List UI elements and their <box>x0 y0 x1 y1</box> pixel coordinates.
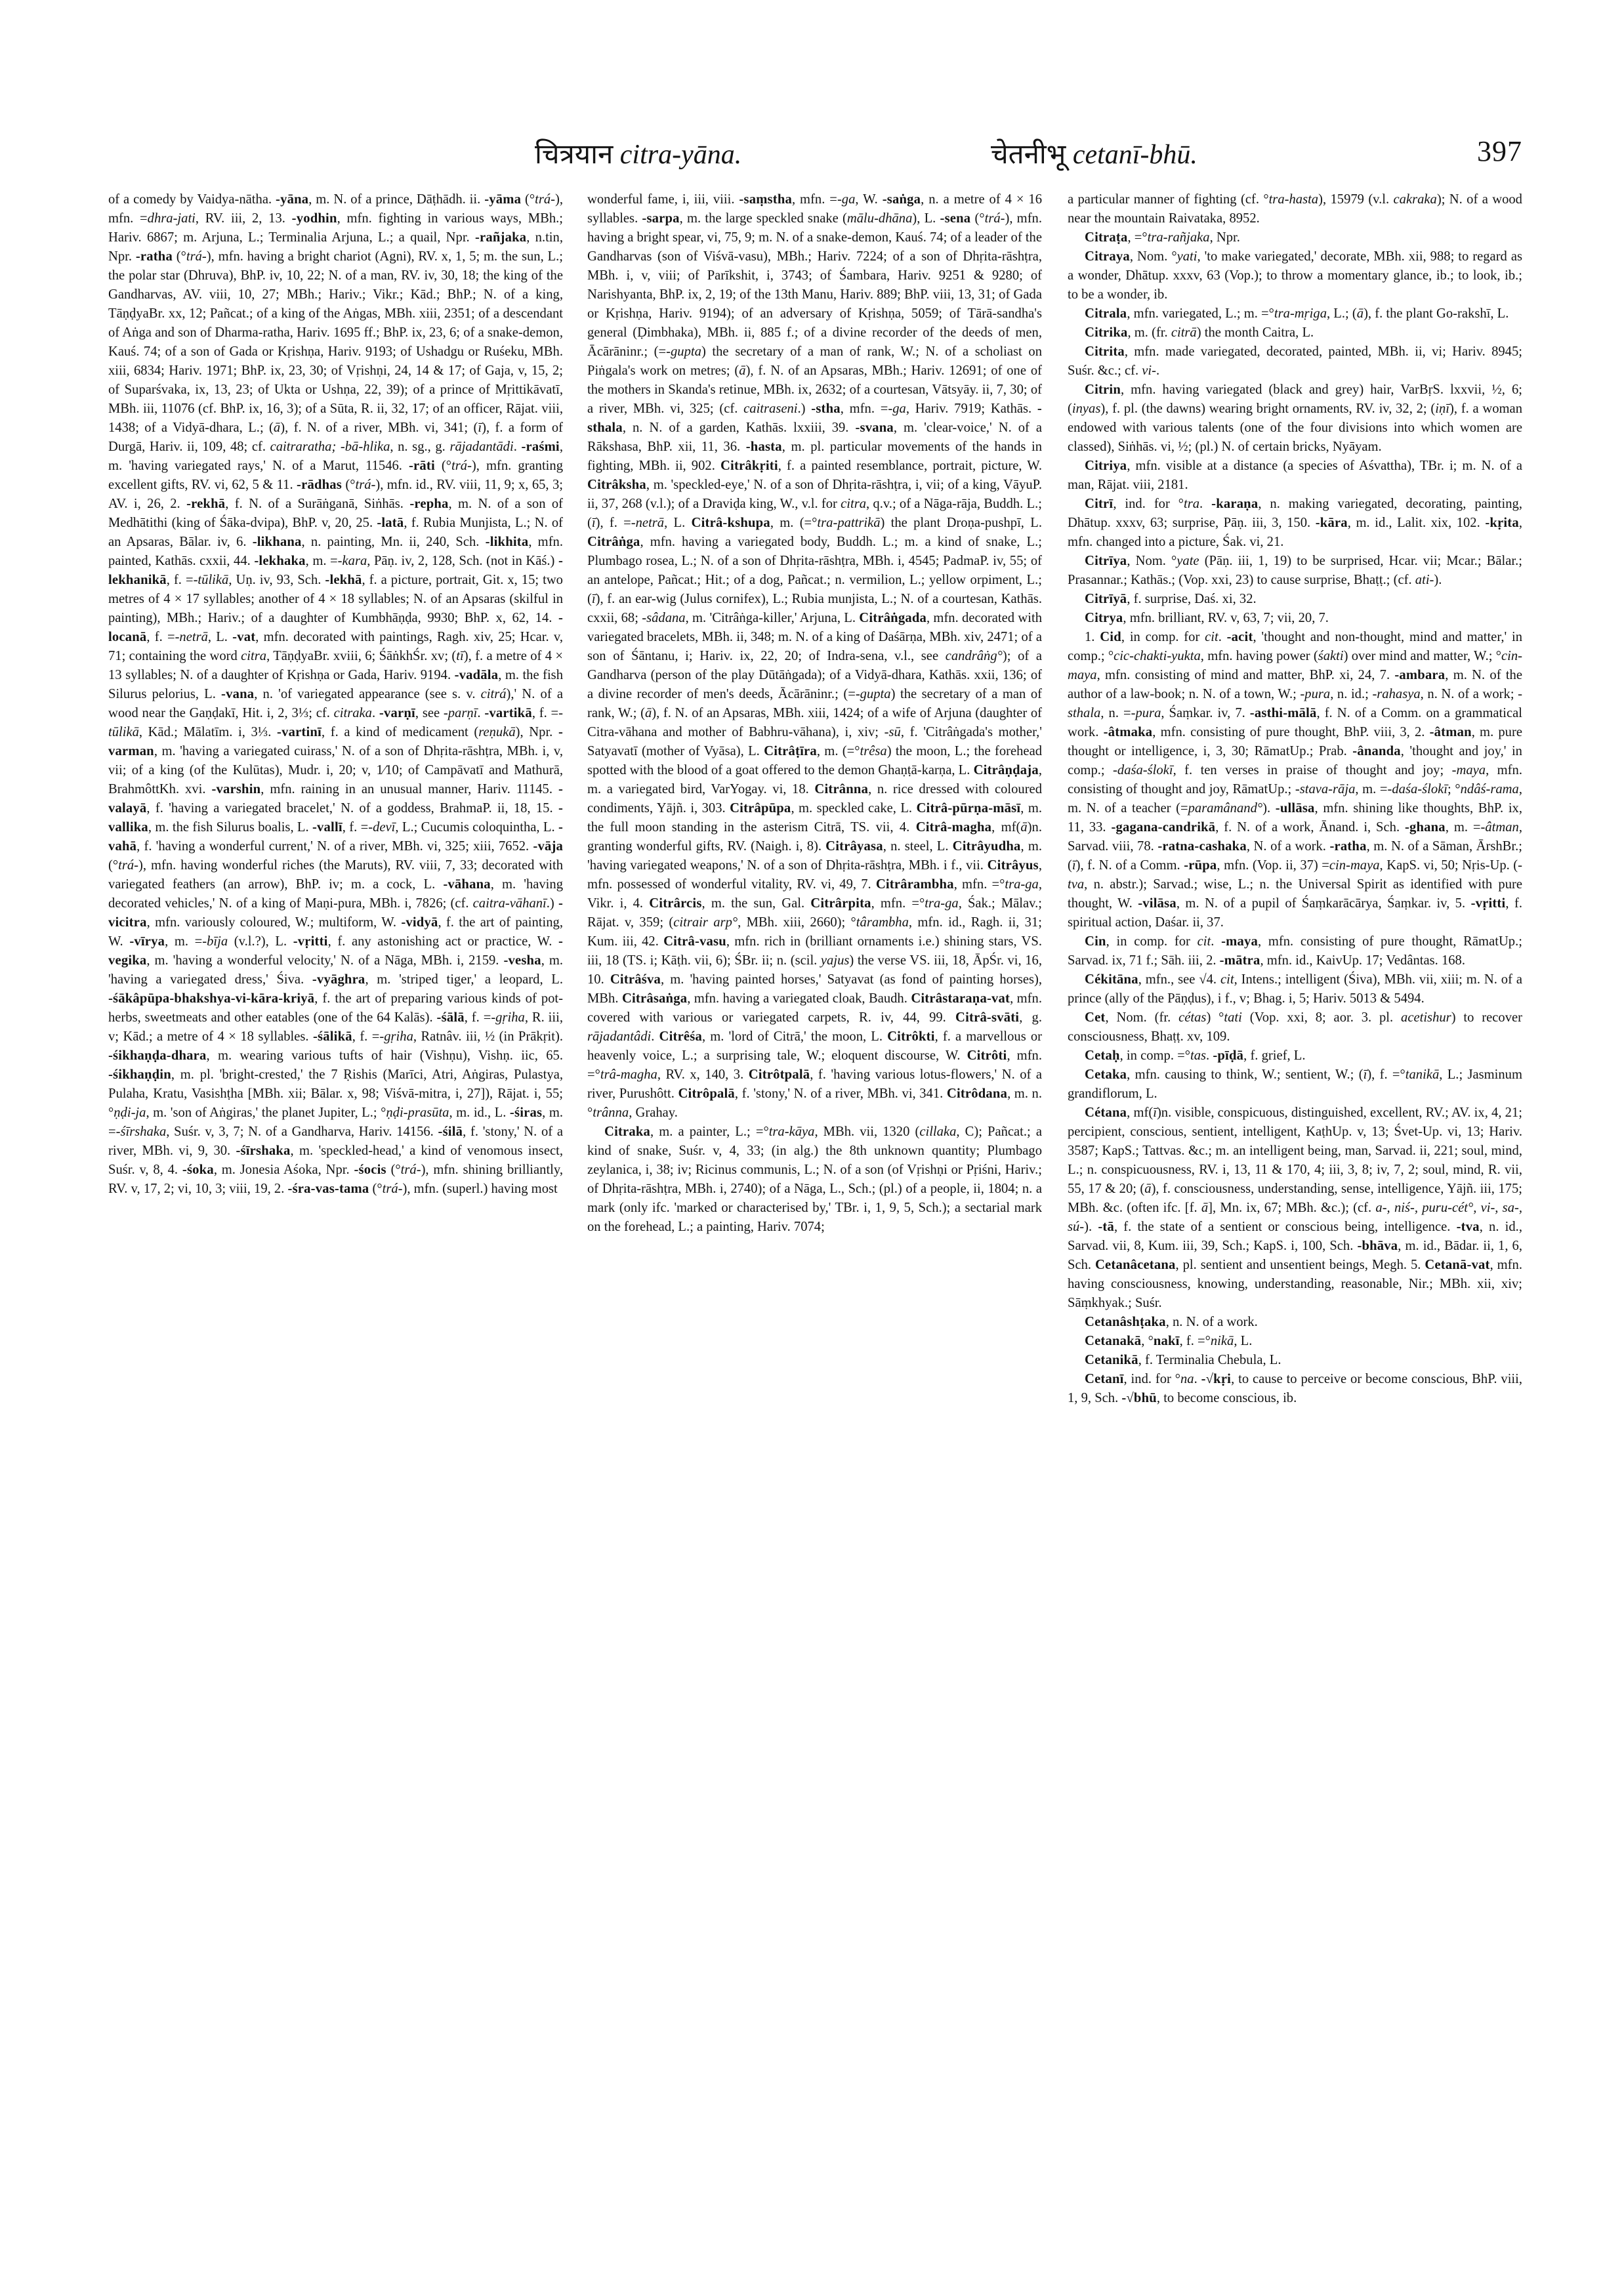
dictionary-entry: Cétana, mf(ī)n. visible, conspicuous, distinguished, excellent, RV.; AV. ix, 4, 21; percipient, conscious, sentient, intelligent, KaṭhUp. v, 13; Śvet-Up. vi, 13; Hariv. 3587; KapS.; Tattvas. &c.; m. an intelligent being, man, Sarvad. ii, 221; soul, mind, L.; n. conspicuousness, RV. i, 13, 11 & 170, 4; iii, 3, 8; iv, 7, 2; soul, mind, R. vii, 55, 17 & 20; (ā), f. consciousness, understanding, sense, intelligence, Yājñ. iii, 175; MBh. &c. (often ifc. [f. ā], Mn. ix, 67; MBh. &c.); (cf. a-, niś-, puru-cét°, vi-, sa-, sú-). -tā, f. the state of a sentient or conscious being, intelligence. -tva, n. id., Sarvad. vii, 8, Kum. iii, 39, Sch.; KapS. i, 100, Sch. -bhāva, m. id., Bādar. ii, 1, 6, Sch. Cetanâcetana, pl. sentient and unsentient beings, Megh. 5. Cetanā-vat, mfn. having consciousness, knowing, understanding, reasonable, Nir.; MBh. xii, xiv; Sāṃkhyak.; Suśr. <box>1068 1106 1522 1310</box>
column-2 <box>587 190 1042 2198</box>
dictionary-entry: 1. Cid, in comp. for cit. -acit, 'thought and non-thought, mind and matter,' in comp.; °cic-chakti-yukta, mfn. having power (śakti) over mind and matter, W.; °cin-maya, mfn. consisting of mind and matter, BhP. xi, 24, 7. -ambara, m. N. of the author of a law-book; n. N. of a town, W.; -pura, n. id.; -rahasya, n. N. of a work; -sthala, n. =-pura, Śaṃkar. iv, 7. -asthi-mālā, f. N. of a Comm. on a grammatical work. -âtmaka, mfn. consisting of pure thought, BhP. viii, 3, 2. -âtman, m. pure thought or intelligence, i, 3, 30; RāmatUp.; Prab. -ânanda, 'thought and joy,' in comp.; -daśa-ślokī, f. ten verses in praise of thought and joy; -maya, mfn. consisting of thought and joy, RāmatUp.; -stava-rāja, m. =-daśa-ślokī; °ndâś-rama, m. N. of a teacher (=paramânand°). -ullāsa, mfn. shining like thoughts, BhP. ix, 11, 33. -gagana-candrikā, f. N. of a work, Ānand. i, Sch. -ghana, m. =-âtman, Sarvad. viii, 78. -ratna-cashaka, N. of a work. -ratha, m. N. of a Sāman, ĀrshBr.; (ī), f. N. of a Comm. -rūpa, mfn. (Vop. ii, 37) =cin-maya, KapS. vi, 50; Nṛis-Up. (-tva, n. abstr.); Sarvad.; wise, L.; n. the Universal Spirit as identified with pure thought, W. -vilāsa, m. N. of a pupil of Śaṃkarācārya, Śaṃkar. iv, 5. -vṛitti, f. spiritual action, Daśar. ii, 37. <box>1068 630 1522 930</box>
page-number: 397 <box>1477 135 1522 167</box>
dictionary-entry: Citriya, mfn. visible at a distance (a species of Aśvattha), TBr. i; m. N. of a man, Rājat. viii, 2181. <box>1068 459 1522 492</box>
dictionary-entry: Citrya, mfn. brilliant, RV. v, 63, 7; vii, 20, 7. <box>1085 611 1329 625</box>
dictionary-entry: Citraka, m. a painter, L.; =°tra-kāya, MBh. vii, 1320 (cillaka, C); Pañcat.; a kind of snake, Suśr. v, 4, 33; (in alg.) the 8th unknown quantity; Plumbago zeylanica, i, 38; iv; Ricinus communis, L.; N. of a son (of Vṛishṇi or Pṛiśni, Hariv.; of Dhṛita-rāshṭra, MBh. i, 2740); of a Nāga, L., Sch.; (pl.) of a people, ii, 1804; n. a mark (only ifc. 'marked or characterised by,' TBr. i, 1, 9, 5, Sch.); a sectarial mark on the forehead, L.; a painting, Hariv. 7074; <box>587 1125 1042 1234</box>
dictionary-entry: Cékitāna, mfn., see √4. cit, Intens.; intelligent (Śiva), MBh. vii, xiii; m. N. of a prince (ally of the Pāṇḍus), i f., v; Bhag. i, 5; Hariv. 5013 & 5494. <box>1068 972 1522 1006</box>
dictionary-entry: a particular manner of fighting (cf. °tra-hasta), 15979 (v.l. cakraka); N. of a wood near the mountain Raivataka, 8952. <box>1068 192 1522 226</box>
dictionary-entry: Cetanī, ind. for °na. -√kṛi, to cause to perceive or become conscious, BhP. viii, 1, 9, Sch. -√bhū, to become conscious, ib. <box>1068 1372 1522 1405</box>
dictionary-entry: Cetaḥ, in comp. =°tas. -pīḍā, f. grief, L. <box>1085 1048 1306 1063</box>
running-head <box>108 134 1522 187</box>
dictionary-entry: Citraṭa, =°tra-rañjaka, Npr. <box>1085 230 1240 245</box>
dictionary-entry: Cetanikā, f. Terminalia Chebula, L. <box>1085 1353 1281 1367</box>
left-guide-word <box>535 134 741 172</box>
dictionary-entry: Citraya, Nom. °yati, 'to make variegated,' decorate, MBh. xii, 988; to regard as a wonder, Dhātup. xxxv, 63 (Vop.); to throw a momentary glance, ib.; to look, ib.; to be a wonder, ib. <box>1068 249 1522 302</box>
dictionary-entry: Cin, in comp. for cit. -maya, mfn. consisting of pure thought, RāmatUp.; Sarvad. ix, 71 f.; Sāh. iii, 2. -mātra, mfn. id., KaivUp. 17; Vedântas. 168. <box>1068 934 1522 968</box>
dictionary-entry: Citrīya, Nom. °yate (Pāṇ. iii, 1, 19) to be surprised, Hcar. vii; Mcar.; Bālar.; Prasannar.; Kathās.; (Vop. xxi, 23) to cause surprise, Bhaṭṭ.; (cf. ati-). <box>1068 554 1522 587</box>
dictionary-entry: Cetanâshṭaka, n. N. of a work. <box>1085 1315 1258 1329</box>
right-guide-roman: cetanī-bhū. <box>1072 140 1197 170</box>
dictionary-entry: Citrala, mfn. variegated, L.; m. =°tra-mṛiga, L.; (ā), f. the plant Go-rakshī, L. <box>1085 306 1509 321</box>
dictionary-entry: Citrita, mfn. made variegated, decorated, painted, MBh. ii, vi; Hariv. 8945; Suśr. &c.; cf. vi-. <box>1068 344 1522 378</box>
dictionary-entry: wonderful fame, i, iii, viii. -saṃstha, mfn. =-ga, W. -saṅga, n. a metre of 4 × 16 syllables. -sarpa, m. the large speckled snake (mālu-dhāna), L. -sena (°trá-), mfn. having a bright spear, vi, 75, 9; m. N. of a snake-demon, Kauś. 74; of a leader of the Gandharvas (son of Viśvā-vasu), MBh.; Hariv. 7224; of a son of Dhṛita-rāshṭra, MBh. i, v, viii; of Parīkshit, i, 3743; of Śambara, Hariv. 9251 & 9280; of Narishyanta, BhP. ix, 2, 19; of the 13th Manu, Hariv. 889; BhP. viii, 13, 31; of Gada or Kṛishṇa, Hariv. 9194); of an adversary of Kṛishṇa, 5059; of Tārā-sandha's general (Ḍimbhaka), MBh. ii, 885 f.; of a divine recorder of the deeds of men, Ācārāninr.; (=-gupta) the secretary of a man of rank, W.; N. of a scholiast on Piṅgala's work on metres; (ā), f. N. of an Apsaras, MBh.; Hariv. 12691; of one of the mothers in Skanda's retinue, MBh. ix, 2632; of a courtesan, Vātsyāy. ii, 7, 30; of a river, MBh. vi, 325; (cf. caitraseni.) -stha, mfn. =-ga, Hariv. 7919; Kathās. -sthala, n. N. of a garden, Kathās. lxxiii, 39. -svana, m. 'clear-voice,' N. of a Rākshasa, BhP. xii, 11, 36. -hasta, m. pl. particular movements of the hands in fighting, MBh. ii, 902. Citrâkṛiti, f. a painted resemblance, portrait, picture, W. Citrâksha, m. 'speckled-eye,' N. of a son of Dhṛita-rāshṭra, i, vii; of a king, VāyuP. ii, 37, 268 (v.l.); of a Draviḍa king, W., v.l. for citra, q.v.; of a Nāga-rāja, Buddh. L.; (ī), f. =-netrā, L. Citrâ-kshupa, m. (=°tra-pattrikā) the plant Droṇa-pushpī, L. Citrâṅga, mfn. having a variegated body, Buddh. L.; m. a kind of snake, L.; Plumbago rosea, L.; N. of a son of Dhṛita-rāshṭra, MBh. i, 4545; PadmaP. iv, 55; of an antelope, Pañcat.; Hit.; of a dog, Pañcat.; n. vermilion, L.; yellow orpiment, L.; (ī), f. an ear-wig (Julus cornifex), L.; Rubia munjista, L.; N. of a courtesan, Kathās. cxxii, 68; -sâdana, m. 'Citrâṅga-killer,' Arjuna, L. Citrâṅgada, mfn. decorated with variegated bracelets, MBh. ii, 348; m. N. of a king of Daśārṇa, MBh. xiv, 2471; of a son of Śāntanu, i; Hariv. ix, 22, 20; of Indra-sena, v.l., see candrâṅg°); of a Gandharva (person of the play Dūtāṅgada); of a Vidyā-dhara, Kathās. xxii, 136; of a divine recorder of men's deeds, Ācārāninr.; (=-gupta) the secretary of a man of rank, W.; (ā), f. N. of an Apsaras, MBh. xiii, 1424; of a wife of Arjuna (daughter of Citra-vāhana and mother of Babhru-vāhana), i, xiv; -sū, f. 'Citrâṅgada's mother,' Satyavatī (mother of Vyāsa), L. Citrâṭīra, m. (=°trêsa) the moon, L.; the forehead spotted with the blood of a goat offered to the demon Ghaṇṭā-karṇa, L. Citrâṇḍaja, m. a variegated bird, VarYogay. vi, 18. Citrânna, n. rice dressed with coloured condiments, Yājñ. i, 303. Citrâpūpa, m. speckled cake, L. Citrâ-pūrṇa-māsī, m. the full moon standing in the asterism Citrā, TS. vii, 4. Citrâ-magha, mf(ā)n. granting wonderful gifts, RV. (Naigh. i, 8). Citrâyasa, n. steel, L. Citrâyudha, m. 'having variegated weapons,' N. of a son of Dhṛita-rāshṭra, MBh. i f., vii. Citrâyus, mfn. possessed of wonderful vitality, RV. vi, 49, 7. Citrârambha, mfn. =°tra-ga, Vikr. i, 4. Citrârcis, m. the sun, Gal. Citrârpita, mfn. =°tra-ga, Śak.; Mālav.; Rājat. v, 359; (citrair arp°, MBh. xiii, 2660); °târambha, mfn. id., Ragh. ii, 31; Kum. iii, 42. Citrâ-vasu, mfn. rich in (brilliant ornaments i.e.) shining stars, VS. iii, 18 (TS. i; Kāṭh. vii, 6); ŚBr. ii; n. (scil. yajus) the verse VS. iii, 18, ĀpŚr. vi, 16, 10. Citrâśva, m. 'having painted horses,' Satyavat (as fond of painting horses), MBh. Citrâsaṅga, mfn. having a variegated cloak, Baudh. Citrâstaraṇa-vat, mfn. covered with various or variegated carpets, R. iv, 44, 99. Citrâ-svāti, g. rājadantâdi. Citrêśa, m. 'lord of Citrā,' the moon, L. Citrôkti, f. a marvellous or heavenly voice, L.; a surprising tale, W.; eloquent discourse, W. Citrôti, mfn. =°trâ-magha, RV. x, 140, 3. Citrôtpalā, f. 'having various lotus-flowers,' N. of a river, Purushôtt. Citrôpalā, f. 'stony,' N. of a river, MBh. vi, 341. Citrôdana, m. n. °trânna, Grahay. <box>587 192 1042 1120</box>
dictionary-entry: Cetanakā, °nakī, f. =°nikā, L. <box>1085 1334 1253 1348</box>
dictionary-entry: Citrīyā, f. surprise, Daś. xi, 32. <box>1085 592 1257 606</box>
column-3 <box>1068 190 1522 2198</box>
left-guide-roman: citra-yāna. <box>619 140 742 170</box>
left-guide-devanagari: चित्रयान <box>535 140 614 170</box>
dictionary-entry: Cetaka, mfn. causing to think, W.; sentient, W.; (ī), f. =°tanikā, L.; Jasminum grandiflorum, L. <box>1068 1067 1522 1101</box>
dictionary-entry: Citrin, mfn. having variegated (black and grey) hair, VarBṛS. lxxvii, ½, 6; (inyas), f. pl. (the dawns) wearing bright ornaments, RV. iv, 32, 2; (iṇī), f. a woman endowed with various talents (one of the four divisions into which women are classed), Siṅhās. vi, ½; (pl.) N. of certain bricks, Nyāyam. <box>1068 382 1522 454</box>
column-1 <box>108 190 563 2198</box>
right-guide-devanagari: चेतनीभू <box>991 140 1066 170</box>
dictionary-entry: Citrika, m. (fr. citrā) the month Caitra, L. <box>1085 325 1314 340</box>
dictionary-entry: Cet, Nom. (fr. cétas) °tati (Vop. xxi, 8; aor. 3. pl. acetishur) to recover consciousness, Bhaṭṭ. xv, 109. <box>1068 1010 1522 1044</box>
right-guide-word <box>991 134 1197 172</box>
dictionary-entry: of a comedy by Vaidya-nātha. -yāna, m. N. of a prince, Dāṭhādh. ii. -yāma (°trá-), mfn. =dhra-jati, RV. iii, 2, 13. -yodhin, mfn. fighting in various ways, MBh.; Hariv. 6867; m. Arjuna, L.; Terminalia Arjuna, L.; a quail, Npr. -rañjaka, n.tin, Npr. -ratha (°trá-), mfn. having a bright chariot (Agni), RV. x, 1, 5; m. the sun, L.; the polar star (Dhruva), BhP. iv, 10, 22; N. of a man, RV. iv, 30, 18; the king of the Gandharvas, AV. viii, 10, 27; MBh.; Hariv.; Vikr.; Kād.; BhP.; N. of a king, TāṇḍyaBr. xx, 12; Pañcat.; of a king of the Aṅgas, MBh. xiii, 2351; of a descendant of Aṅga and son of Dharma-ratha, Hariv. 1695 ff.; BhP. ix, 23, 6; of a snake-demon, Kauś. 74; of a son of Gada or Kṛishṇa, Hariv. 9193; of Ushadgu or Ruśeku, MBh. xiii, 6834; Hariv. 1971; BhP. ix, 23, 30; of Vṛishṇi, 24, 14 & 17; of Gaja, v, 15, 2; of Suparśvaka, ix, 13, 23; of Ukta or Ushṇa, 22, 39); of a prince of Mṛittikāvatī, MBh. iii, 11076 (cf. BhP. ix, 16, 3); of a Sūta, R. ii, 32, 17; of an officer, Rājat. viii, 1438; of a Vidyā-dhara, L.; (ā), f. N. of a river, MBh. vi, 341; (ī), f. a form of Durgā, Hariv. ii, 109, 48; cf. caitraratha; -bā-hlika, n. sg., g. rājadantādi. -raśmi, m. 'having variegated rays,' N. of a Marut, 11546. -rāti (°trá-), mfn. granting excellent gifts, RV. vi, 62, 5 & 11. -rādhas (°trá-), mfn. id., RV. viii, 11, 9; x, 65, 3; AV. i, 26, 2. -rekhā, f. N. of a Surāṅganā, Siṅhās. -repha, m. N. of a son of Medhātithi (king of Śāka-dvipa), BhP. v, 20, 25. -latā, f. Rubia Munjista, L.; N. of an Apsaras, Bālar. iv, 6. -likhana, n. painting, Mn. ii, 240, Sch. -likhita, mfn. painted, Kathās. cxxii, 44. -lekhaka, m. =-kara, Pāṇ. iv, 2, 128, Sch. (not in Kāś.) -lekhanikā, f. =-tūlikā, Uṇ. iv, 93, Sch. -lekhā, f. a picture, portrait, Git. x, 15; two metres of 4 × 17 syllables; another of 4 × 18 syllables; N. of an Apsaras (skilful in painting), MBh.; Hariv.; of a daughter of Kumbhāṇḍa, 9930; BhP. x, 62, 14. -locanā, f. =-netrā, L. -vat, mfn. decorated with paintings, Ragh. xiv, 25; Hcar. v, 71; containing the word citra, TāṇḍyaBr. xviii, 6; ŚāṅkhŚr. xv; (tī), f. a metre of 4 × 13 syllables; N. of a daughter of Kṛishṇa or Gada, Hariv. 9194. -vadāla, m. the fish Silurus pelorius, L. -vana, n. 'of variegated appearance (see s. v. citrá),' N. of a wood near the Gaṇḍakī, Hit. i, 2, 3⅓; cf. citraka. -varṇī, see -parṇī. -vartikā, f. =-tūlikā, Kād.; Mālatīm. i, 3⅓. -vartinī, f. a kind of medicament (reṇukā), Npr. -varman, m. 'having a variegated cuirass,' N. of a son of Dhṛita-rāshṭra, MBh. i, v, vii; of a king (of the Kulūtas), Mudr. i, 20; v, 1⁄10; of Campāvatī and Mathurā, BrahmôttKh. xvi. -varshin, mfn. raining in an unusual manner, Hariv. 11145. -valayā, f. 'having a variegated bracelet,' N. of a goddess, BrahmaP. ii, 18, 15. -vallika, m. the fish Silurus boalis, L. -vallī, f. =-devī, L.; Cucumis coloquintha, L. -vahā, f. 'having a wonderful current,' N. of a river, MBh. vi, 325; xiii, 7652. -vāja (°trá-), mfn. having wonderful riches (the Maruts), RV. viii, 7, 33; decorated with variegated feathers (an arrow), BhP. iv; m. a cock, L. -vāhana, m. 'having decorated vehicles,' N. of a king of Maṇi-pura, MBh. i, 7826; (cf. caitra-vāhanī.) -vicitra, mfn. variously coloured, W.; multiform, W. -vidyā, f. the art of painting, W. -vīrya, m. =-bīja (v.l.?), L. -vṛitti, f. any astonishing act or practice, W. -vegika, m. 'having a wonderful velocity,' N. of a Nāga, MBh. i, 2159. -vesha, m. 'having a variegated dress,' Śiva. -vyāghra, m. 'striped tiger,' a leopard, L. -śākâpūpa-bhakshya-vi-kāra-kriyā, f. the art of preparing various kinds of pot-herbs, sweetmeats and other eatables (one of the 64 Kalās). -śālā, f. =-gṛiha, R. iii, v; Kād.; a metre of 4 × 18 syllables. -śālikā, f. =-gṛiha, Ratnâv. iii, ½ (in Prākṛit). -śikhaṇḍa-dhara, m. wearing various tufts of hair (Vishṇu), Vishṇ. iic, 65. -śikhaṇḍin, m. pl. 'bright-crested,' the 7 Ṛishis (Marīci, Atri, Aṅgiras, Pulastya, Pulaha, Kratu, Vasishṭha [MBh. xii; Bālar. x, 98; Viśvā-mitra, i, 27]), Rājat. i, 55; °ṇḍi-ja, m. 'son of Aṅgiras,' the planet Jupiter, L.; °ṇḍi-prasūta, m. id., L. -śiras, m. =-śīrshaka, Suśr. v, 3, 7; N. of a Gandharva, Hariv. 14156. -śilā, f. 'stony,' N. of a river, MBh. vi, 9, 30. -śīrshaka, m. 'speckled-head,' a kind of venomous insect, Suśr. v, 8, 4. -śoka, m. Jonesia Aśoka, Npr. -śocis (°trá-), mfn. shining brilliantly, RV. v, 17, 2; vi, 10, 3; viii, 19, 2. -śra-vas-tama (°trá-), mfn. (superl.) having most <box>108 192 563 1196</box>
dictionary-entry: Citrī, ind. for °tra. -karaṇa, n. making variegated, decorating, painting, Dhātup. xxxv, 63; surprise, Pāṇ. iii, 3, 150. -kāra, m. id., Lalit. xix, 102. -kṛita, mfn. changed into a picture, Śak. vi, 21. <box>1068 497 1522 549</box>
